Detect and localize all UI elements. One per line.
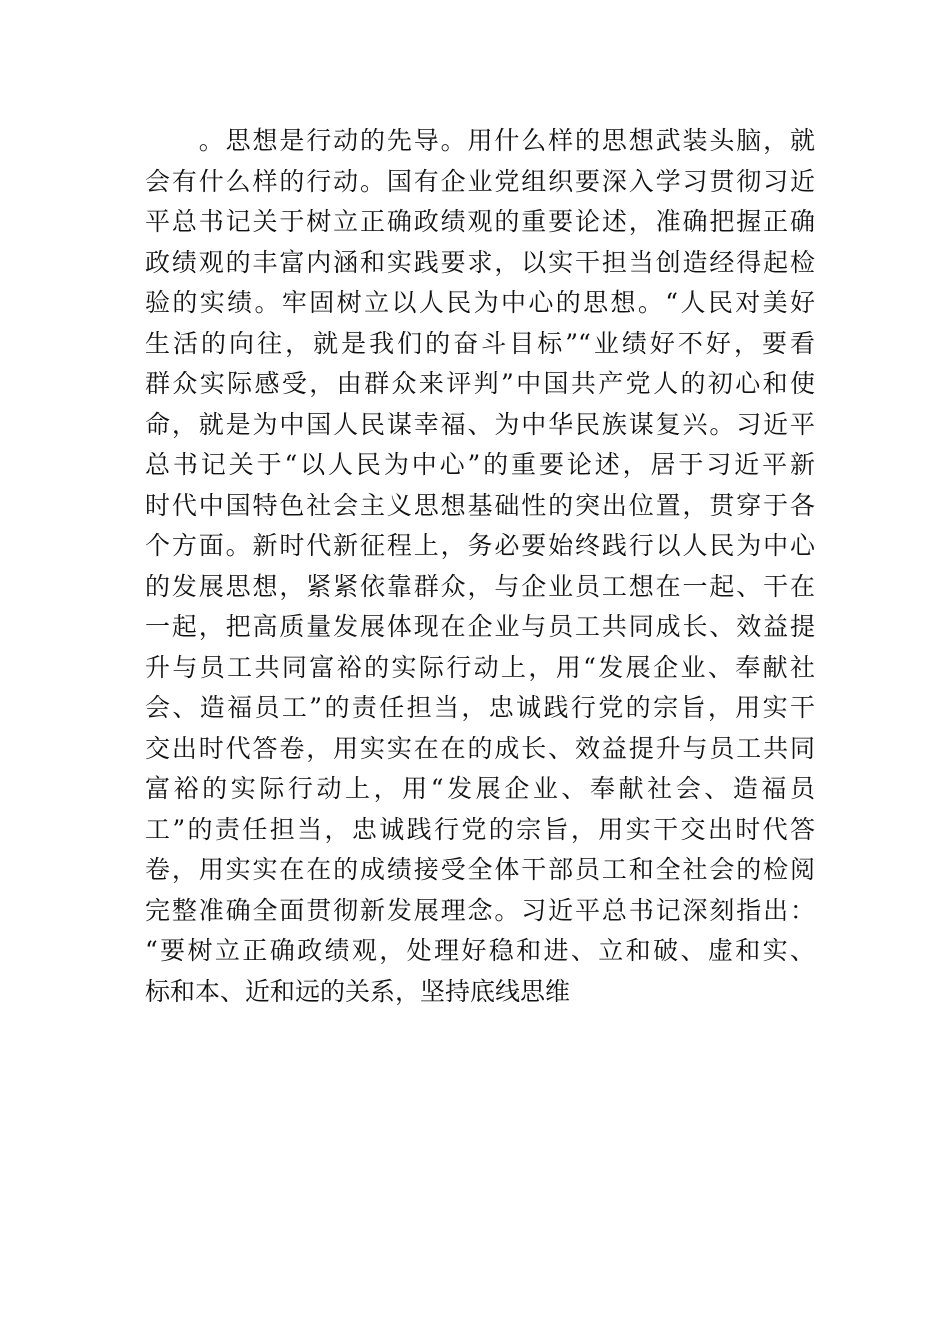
text-line: 。思想是行动的先导。用什么样的思想武装头脑，就 bbox=[145, 126, 815, 155]
text-line: 时代中国特色社会主义思想基础性的突出位置，贯穿于各 bbox=[145, 490, 815, 520]
text-line: 卷，用实实在在的成绩接受全体干部员工和全社会的检阅 bbox=[145, 855, 815, 884]
text-line: 一起，把高质量发展体现在企业与员工共同成长、效益提 bbox=[145, 612, 815, 641]
text-line: 个方面。新时代新征程上，务必要始终践行以人民为中心 bbox=[145, 531, 815, 560]
text-line: 升与员工共同富裕的实际行动上，用“发展企业、奉献社 bbox=[145, 652, 815, 682]
text-line: “要树立正确政绩观，处理好稳和进、立和破、虚和实、 bbox=[145, 936, 815, 965]
text-line: 工”的责任担当，忠诚践行党的宗旨，用实干交出时代答 bbox=[145, 814, 815, 844]
body-paragraph bbox=[145, 121, 815, 1012]
text-line: 平总书记关于树立正确政绩观的重要论述，准确把握正确 bbox=[145, 207, 815, 236]
text-line: 验的实绩。牢固树立以人民为中心的思想。“人民对美好 bbox=[145, 288, 815, 317]
text-line: 生活的向往，就是我们的奋斗目标”“业绩好不好，要看 bbox=[145, 328, 815, 358]
text-line: 的发展思想，紧紧依靠群众，与企业员工想在一起、干在 bbox=[145, 571, 815, 601]
text-line: 总书记关于“以人民为中心”的重要论述，居于习近平新 bbox=[145, 450, 815, 479]
text-line: 政绩观的丰富内涵和实践要求，以实干担当创造经得起检 bbox=[145, 247, 815, 277]
text-line: 完整准确全面贯彻新发展理念。习近平总书记深刻指出： bbox=[145, 895, 815, 925]
text-line: 群众实际感受，由群众来评判”中国共产党人的初心和使 bbox=[145, 369, 815, 398]
text-line: 富裕的实际行动上，用“发展企业、奉献社会、造福员 bbox=[145, 774, 815, 803]
text-line: 交出时代答卷，用实实在在的成长、效益提升与员工共同 bbox=[145, 733, 815, 763]
text-line: 会、造福员工”的责任担当，忠诚践行党的宗旨，用实干 bbox=[145, 693, 815, 722]
text-line: 标和本、近和远的关系，坚持底线思维 bbox=[145, 976, 571, 1006]
text-line: 命，就是为中国人民谋幸福、为中华民族谋复兴。习近平 bbox=[145, 409, 815, 439]
text-line: 会有什么样的行动。国有企业党组织要深入学习贯彻习近 bbox=[145, 166, 815, 196]
